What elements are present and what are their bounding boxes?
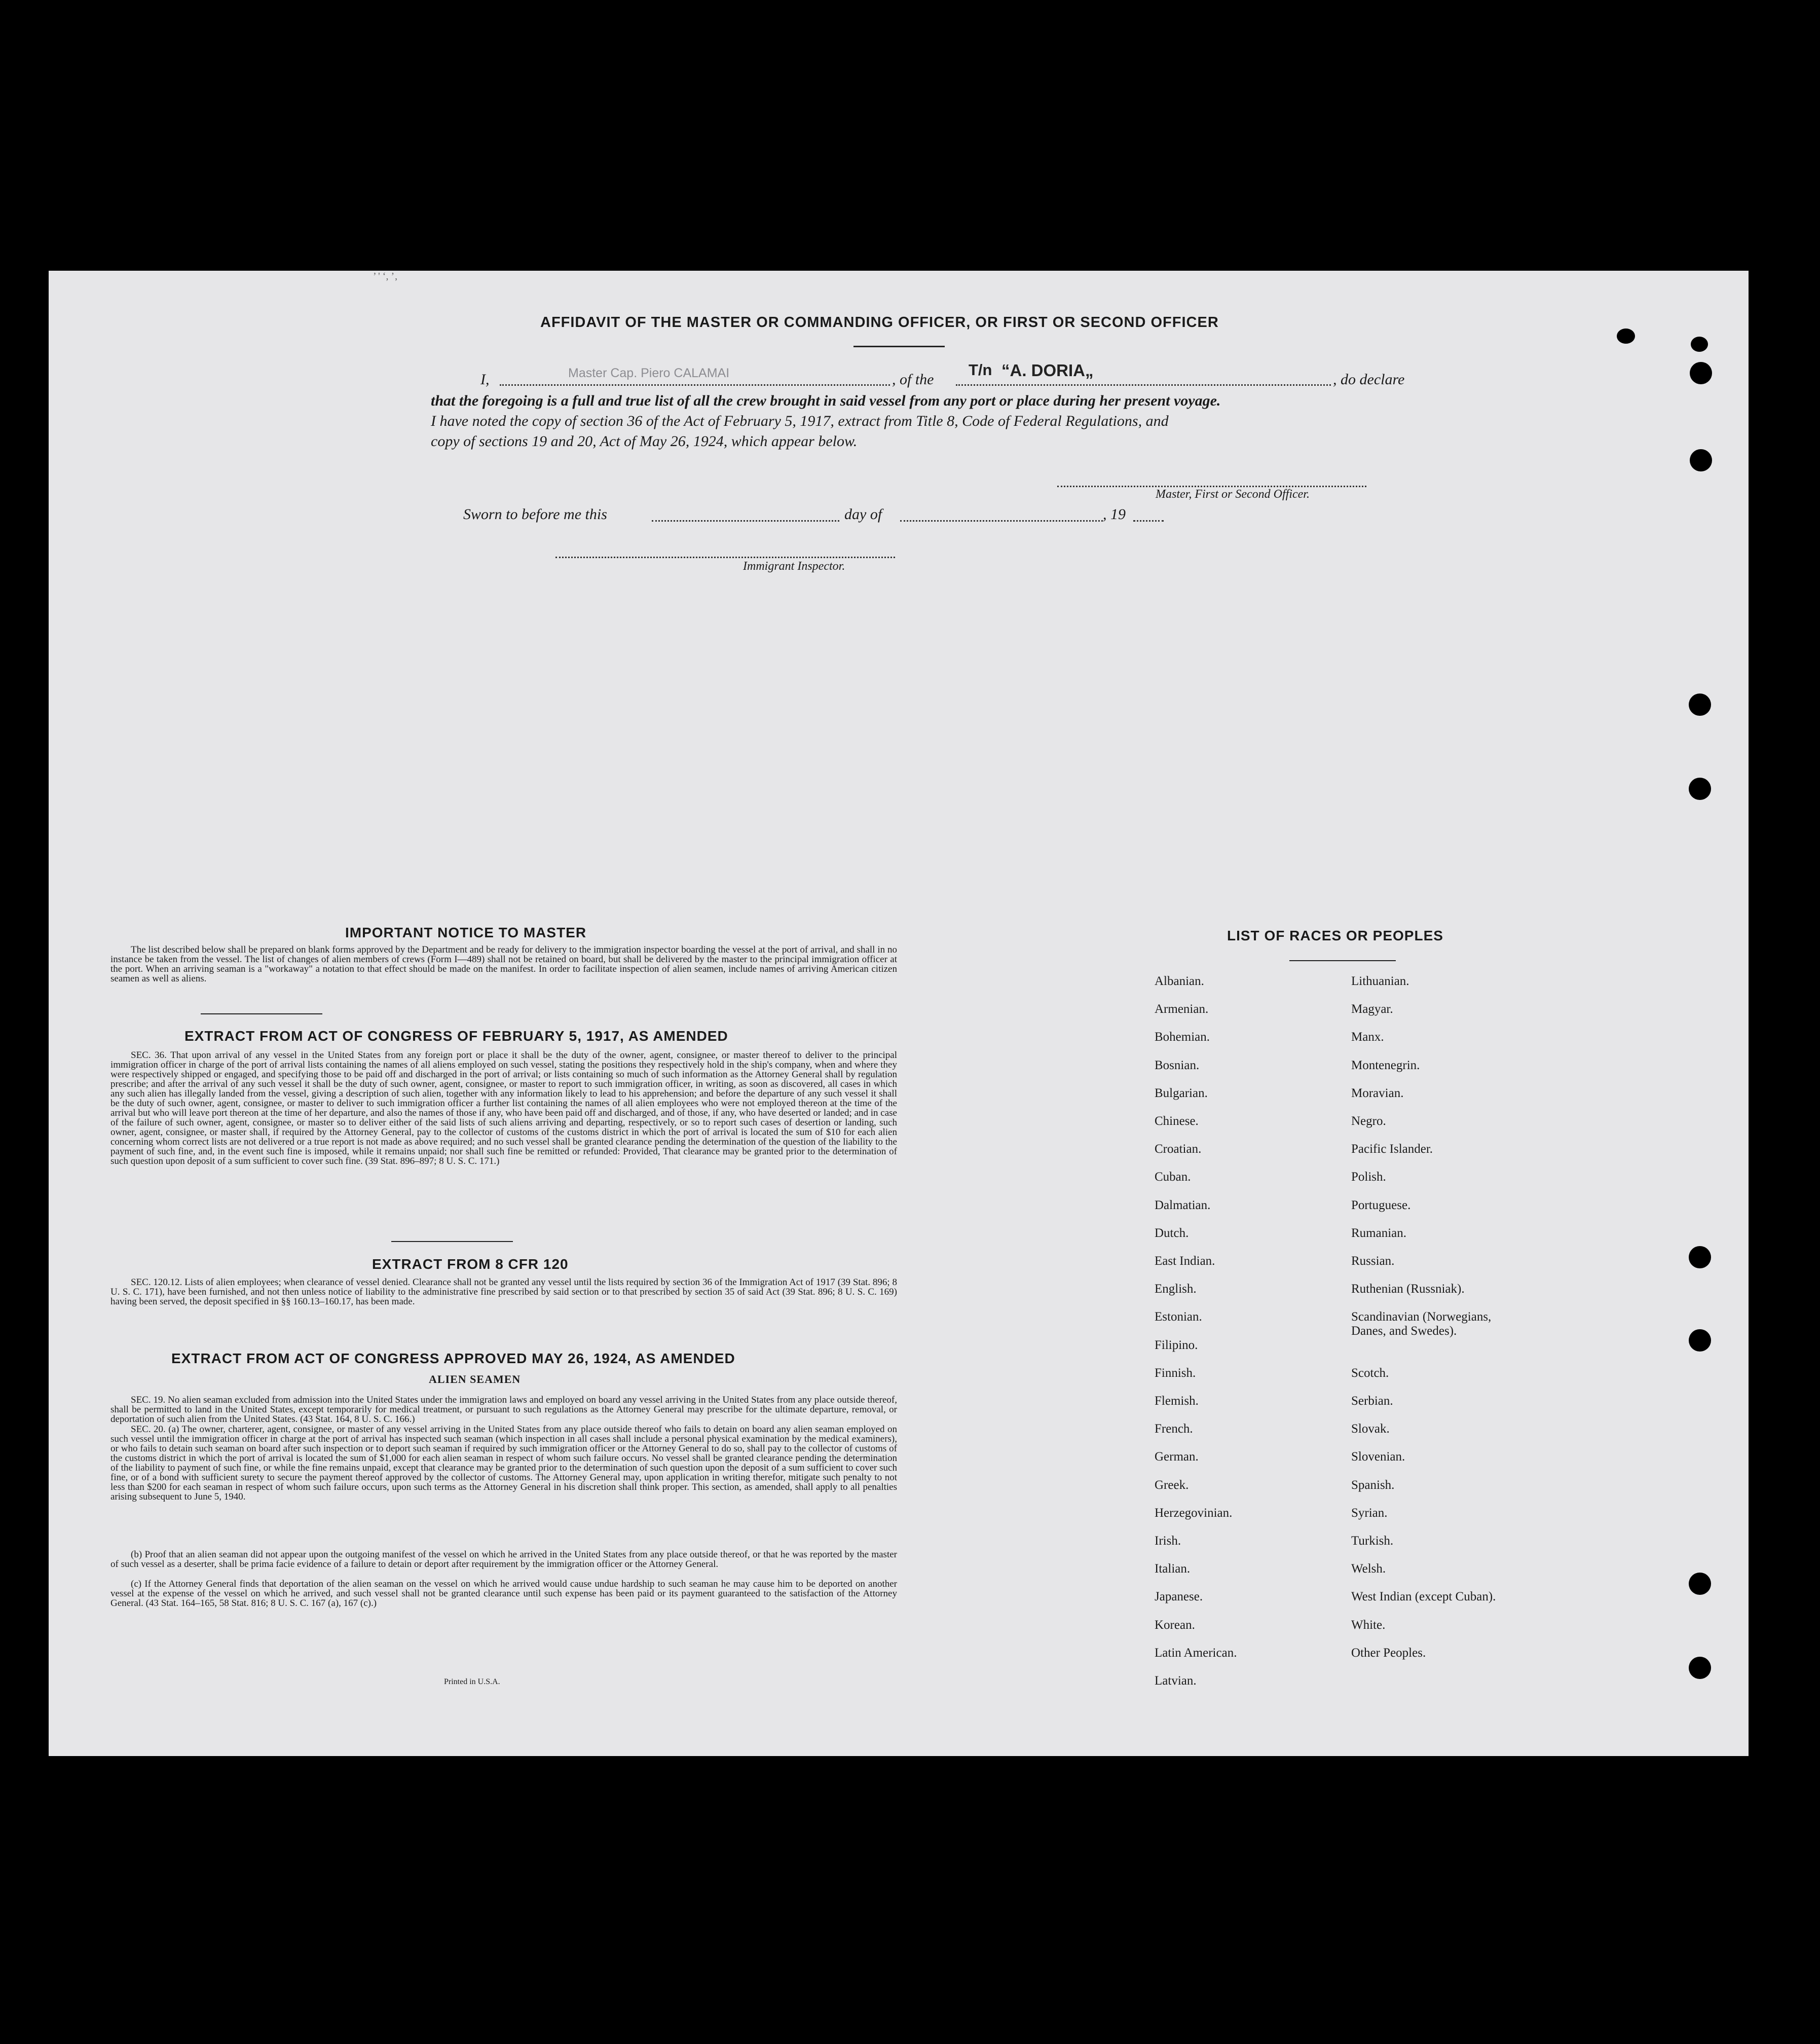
vessel-line — [956, 384, 1331, 386]
race-item: Moravian. — [1351, 1086, 1404, 1100]
extract-cfr-title: EXTRACT FROM 8 CFR 120 — [372, 1256, 569, 1272]
year-prefix: , 19 — [1103, 506, 1126, 523]
race-item: Korean. — [1155, 1618, 1195, 1632]
race-item: Dutch. — [1155, 1226, 1189, 1240]
sec-20c-text: (c) If the Attorney General finds that deportation of the alien seaman on the vessel on which he arrived would cause undue hardship to such seaman he may cause him to be deported on another vessel at the expense of the vessel on which he arrived, and such vessel shall not be granted clearance until such expense has been paid or its payment guaranteed to the satisfaction of the Attorney General. (43 Stat. 164–165, 58 Stat. 816; 8 U. S. C. 167 (a), 167 (c).) — [110, 1579, 897, 1609]
extract-1917-divider — [391, 1241, 513, 1242]
extract-1917-text: SEC. 36. That upon arrival of any vessel in the United States from any foreign port or place it shall be the duty of the owner, agent, consignee, or master thereof to deliver to the principal immigration officer in charge of the port of arrival lists containing the names of all aliens employed on such vessel, stating the positions they respectively hold in the ship's company, when and where they were respectively shipped or engaged, and specifying those to be paid off and discharged in the port of arrival; or lists containing so much of such information as the Attorney General shall by regulation prescribe; and after the arrival of any such vessel it shall be the duty of such owner, agent, consignee, or master to report to such immigration officer, in writing, as soon as discovered, all cases in which any such alien has illegally landed from the vessel, giving a description of such alien, together with any information likely to lead to his apprehension; and before the departure of any such vessel it shall be the duty of such owner, agent, consignee, or master to deliver to such immigration officer a further list containing the names of all alien employees who were not employed thereon at the time of the arrival but who will leave port thereon at the time of her departure, and also the names of those if any, who have been paid off and discharged, and of those, if any, who have deserted or landed; and in case of the failure of such owner, agent, consignee, or master so to deliver either of the said lists of such aliens arriving and departing, respectively, or so to report such cases of desertion or landing, such owner, agent, consignee, or master shall, if required by the Attorney General, pay to the collector of customs of the customs district in which the port of arrival is located the sum of $10 for each alien concerning whom correct lists are not delivered or a true report is not made as above required; and no such vessel shall be granted clearance pending the determination of the question of the liability to the payment of such fine, and, in the event such fine is imposed, while it remains unpaid; nor shall such fine be remitted or refunded: Provided, That clearance may be granted prior to the determination of such question upon deposit of a sum sufficient to cover such fine. (39 Stat. 896–897; 8 U. S. C. 171.) — [110, 1050, 897, 1166]
race-item: Bohemian. — [1155, 1030, 1210, 1044]
race-item: Rumanian. — [1351, 1226, 1407, 1240]
of-the-label: , of the — [892, 371, 934, 388]
sworn-year-line — [1133, 520, 1164, 522]
punch-hole — [1689, 1657, 1711, 1679]
race-item: Negro. — [1351, 1114, 1386, 1128]
race-item: Other Peoples. — [1351, 1646, 1426, 1660]
race-item: Slovenian. — [1351, 1450, 1405, 1464]
race-item: Bosnian. — [1155, 1058, 1200, 1072]
document-sheet — [49, 271, 1749, 1756]
inspector-caption: Immigrant Inspector. — [743, 560, 845, 573]
race-item: Chinese. — [1155, 1114, 1199, 1128]
race-item: Albanian. — [1155, 974, 1204, 988]
vessel-name: “A. DORIA„ — [1001, 361, 1094, 380]
punch-hole — [1617, 328, 1635, 344]
race-item: Ruthenian (Russniak). — [1351, 1282, 1465, 1296]
punch-hole — [1689, 778, 1711, 800]
sec-19-text: SEC. 19. No alien seaman excluded from admission into the United States under the immigration laws and employed on board any vessel arriving in the United States from any place outside thereof, shall be permitted to land in the United States, except temporarily for medical treatment, or pursuant to such regulations as the Attorney General may prescribe for the ultimate departure, removal, or deportation of such alien from the United States. (43 Stat. 164, 8 U. S. C. 166.) — [110, 1395, 897, 1425]
officer-signature-line — [1057, 486, 1366, 487]
declaration-line-2: I have noted the copy of section 36 of the Act of February 5, 1917, extract from Title 8, Code of Federal Regulations, and — [431, 413, 1169, 429]
race-item: Russian. — [1351, 1254, 1395, 1268]
race-item: Welsh. — [1351, 1562, 1386, 1576]
extract-1924-subtitle: ALIEN SEAMEN — [429, 1373, 521, 1385]
punch-hole — [1689, 694, 1711, 716]
declaration-line-1: that the foregoing is a full and true list of all the crew brought in said vessel from any port or place during her present voyage. — [431, 392, 1221, 409]
race-item: Serbian. — [1351, 1394, 1393, 1408]
notice-text: The list described below shall be prepared on blank forms approved by the Department and be ready for delivery to the immigration inspector boarding the vessel at the port of arrival, and shall in no instance be taken from the vessel. The list of changes of alien members of crews (Form I—489) shall not be retained on board, but shall be delivered by the master to the principal immigration officer at the port. When an arriving seaman is a "workaway" a notation to that effect should be made on the manifest. In order to facilitate inspection of alien seamen, include names of arriving American citizen seamen as well as aliens. — [110, 944, 897, 984]
race-item: East Indian. — [1155, 1254, 1215, 1268]
punch-hole — [1690, 449, 1712, 471]
master-name-handwritten: Master Cap. Piero CALAMAI — [568, 366, 730, 380]
punch-hole — [1691, 337, 1708, 352]
race-item: Syrian. — [1351, 1506, 1388, 1520]
race-item: Armenian. — [1155, 1002, 1209, 1016]
sworn-label: Sworn to before me this — [463, 506, 607, 523]
declaration-line-3: copy of sections 19 and 20, Act of May 26, 1924, which appear below. — [431, 433, 858, 450]
race-item: Scandinavian (Norwegians, Danes, and Swedes). — [1351, 1310, 1492, 1338]
race-item: Latvian. — [1155, 1674, 1197, 1688]
race-item: Portuguese. — [1351, 1198, 1411, 1212]
punch-hole — [1689, 1329, 1711, 1352]
race-item: French. — [1155, 1422, 1193, 1436]
sworn-month-line — [900, 520, 1103, 522]
extract-1917-title: EXTRACT FROM ACT OF CONGRESS OF FEBRUARY 5, 1917, AS AMENDED — [184, 1028, 728, 1044]
title-divider — [853, 346, 945, 347]
race-item: Estonian. — [1155, 1310, 1202, 1324]
race-item: Cuban. — [1155, 1170, 1191, 1184]
extract-cfr-text: SEC. 120.12. Lists of alien employees; when clearance of vessel denied. Clearance shall not be granted any vessel until the lists required by section 36 of the Immigration Act of 1917 (39 Stat. 896; 8 U. S. C. 171), have been furnished, and not then unless notice of liability to the administrative fine prescribed by said section or to that prescribed by section 35 of said Act (39 Stat. 896; 8 U. S. C. 169) having been served, the deposit specified in §§ 160.13–160.17, has been made. — [110, 1277, 897, 1307]
pencil-mark: ’ ' ‘, ’‚ — [373, 271, 398, 282]
race-item: Magyar. — [1351, 1002, 1393, 1016]
printed-in-usa: Printed in U.S.A. — [444, 1677, 500, 1686]
officer-caption: Master, First or Second Officer. — [1156, 488, 1310, 501]
sworn-day-line — [652, 520, 839, 522]
punch-hole — [1689, 1246, 1711, 1268]
master-name-line — [500, 384, 890, 386]
race-item: Polish. — [1351, 1170, 1386, 1184]
race-item: German. — [1155, 1450, 1199, 1464]
race-item: Turkish. — [1351, 1534, 1394, 1548]
race-item: Japanese. — [1155, 1590, 1203, 1603]
vessel-prefix: T/n — [969, 361, 992, 379]
day-of-label: day of — [844, 506, 882, 523]
race-item: Latin American. — [1155, 1646, 1237, 1660]
punch-hole — [1689, 1573, 1711, 1595]
race-item: Filipino. — [1155, 1338, 1198, 1352]
races-divider — [1289, 960, 1396, 961]
i-label: I, — [480, 371, 490, 388]
races-title: LIST OF RACES OR PEOPLES — [1227, 928, 1443, 943]
race-item: Croatian. — [1155, 1142, 1202, 1156]
race-item: Slovak. — [1351, 1422, 1390, 1436]
race-item: English. — [1155, 1282, 1197, 1296]
do-declare-label: , do declare — [1333, 371, 1405, 388]
race-item: Greek. — [1155, 1478, 1189, 1492]
notice-title: IMPORTANT NOTICE TO MASTER — [345, 925, 587, 940]
extract-1924-title: EXTRACT FROM ACT OF CONGRESS APPROVED MAY 26, 1924, AS AMENDED — [171, 1350, 735, 1366]
punch-hole — [1690, 362, 1712, 384]
sec-20b-text: (b) Proof that an alien seaman did not appear upon the outgoing manifest of the vessel on which he arrived in the United States from any place outside thereof, or that he was reported by the master of such vessel as a deserter, shall be prima facie evidence of a failure to detain or deport after requirement by the immigration officer or the Attorney General. — [110, 1549, 897, 1570]
race-item: Lithuanian. — [1351, 974, 1409, 988]
race-item: Flemish. — [1155, 1394, 1199, 1408]
race-item: Dalmatian. — [1155, 1198, 1211, 1212]
race-item: Irish. — [1155, 1534, 1181, 1548]
race-item: Herzegovinian. — [1155, 1506, 1233, 1520]
race-item: Manx. — [1351, 1030, 1384, 1044]
race-item: Spanish. — [1351, 1478, 1395, 1492]
notice-divider — [201, 1013, 322, 1014]
race-item: Bulgarian. — [1155, 1086, 1208, 1100]
race-item: Scotch. — [1351, 1366, 1389, 1380]
race-item: Pacific Islander. — [1351, 1142, 1433, 1156]
race-item: Finnish. — [1155, 1366, 1196, 1380]
race-item: West Indian (except Cuban). — [1351, 1590, 1496, 1603]
inspector-signature-line — [555, 557, 895, 558]
race-item: White. — [1351, 1618, 1386, 1632]
race-item: Montenegrin. — [1351, 1058, 1420, 1072]
race-item: Italian. — [1155, 1562, 1191, 1576]
affidavit-title: AFFIDAVIT OF THE MASTER OR COMMANDING OFFICER, OR FIRST OR SECOND OFFICER — [540, 314, 1219, 331]
sec-20a-text: SEC. 20. (a) The owner, charterer, agent, consignee, or master of any vessel arriving in the United States from any place outside thereof who fails to detain on board any alien seaman employed on such vessel until the immigration officer in charge at the port of arrival has inspected such seaman (which inspection in all cases shall include a personal physical examination by the medical examiners), or who fails to detain such seaman on board after such inspection or to deport such seaman if required by such immigration officer or the Attorney General to do so, shall pay to the collector of customs of the customs district in which the port of arrival is located the sum of $1,000 for each alien seaman in respect of whom such failure occurs. No vessel shall be granted clearance pending the determination of the liability to payment of such fine, or while the fine remains unpaid, except that clearance may be granted prior to the determination of such question upon the deposit of a sum sufficient to cover such fine, or of a bond with sufficient surety to secure the payment thereof approved by the collector of customs. The Attorney General may, upon application in writing therefor, mitigate such penalty to not less than $200 for each seaman in respect of whom such failure occurs, upon such terms as the Attorney General in his discretion shall think proper. This section, as amended, shall apply to all penalties arising subsequent to June 5, 1940. — [110, 1424, 897, 1502]
